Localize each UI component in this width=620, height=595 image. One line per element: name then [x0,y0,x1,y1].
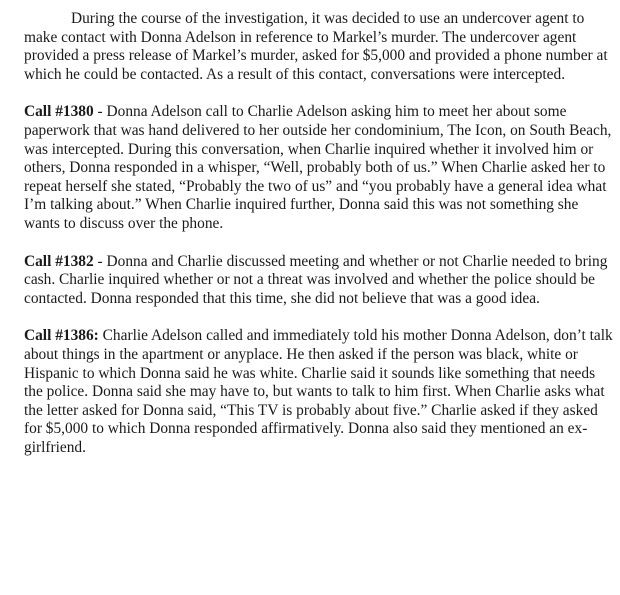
call-1380-text: - Donna Adelson call to Charlie Adelson asking him to meet her about some paperwork that was hand delivered to her outside her condominium, The Icon, on South Beach, was intercepted. During this conversation, when Charlie inquired whether it involved him or others, Donna responded in a whisper, “Well, probably both of us.” When Charlie asked her to repeat herself she stated, “Probably the two of us” and “you probably have a general idea what I’m talking about.” When Charlie inquired further, Donna said this was not something she wants to discuss over the phone. [24,103,612,232]
call-1380-label: Call #1380 [24,103,94,121]
call-1382-text: - Donna and Charlie discussed meeting and whether or not Charlie needed to bring cash. Charlie inquired whether or not a threat was involved and whether the police should be contacted. Donna responded that this time, she did not believe that was a good idea. [24,252,608,307]
intro-text: During the course of the investigation, it was decided to use an undercover agent to make contact with Donna Adelson in reference to Markel’s murder. The undercover agent provided a press release of Markel’s murder, asked for $5,000 and provided a phone number at which he could be contacted. As a result of this contact, conversations were intercepted. [24,10,608,83]
call-1386-paragraph [24,327,614,457]
call-1382-paragraph [24,253,614,309]
document-page [24,10,614,476]
call-1380-paragraph [24,103,614,233]
call-1382-label: Call #1382 [24,252,94,270]
call-1386-text: Charlie Adelson called and immediately told his mother Donna Adelson, don’t talk about things in the apartment or anyplace. He then asked if the person was black, white or Hispanic to which Donna said he was white. Charlie said it sounds like something that needs the police. Donna said she may have to, but wants to talk to him first. When Charlie asks what the letter asked for Donna said, “This TV is probably about five.” Charlie asked if they asked for $5,000 to which Donna responded affirmatively. Donna also said they mentioned an ex-girlfriend. [24,327,613,456]
intro-paragraph [24,10,614,84]
call-1386-label: Call #1386: [24,327,99,345]
